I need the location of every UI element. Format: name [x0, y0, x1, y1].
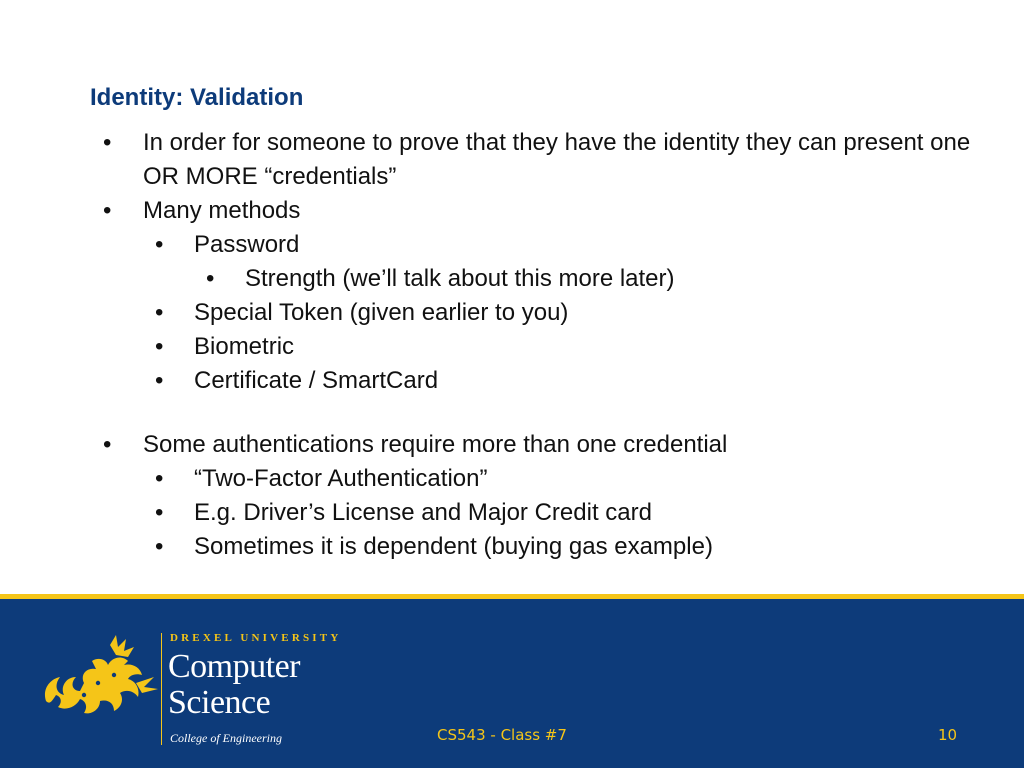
bullet-item	[0, 364, 1024, 398]
university-name: DREXEL UNIVERSITY	[170, 632, 342, 644]
bullet-dot: •	[155, 333, 164, 360]
bullet-item	[0, 462, 1024, 496]
bullet-item	[0, 194, 1024, 228]
slide-title: Identity: Validation	[90, 84, 304, 111]
bullet-dot: •	[155, 533, 164, 560]
bullet-text: Some authentications require more than one credential	[143, 431, 728, 458]
bullet-dot: •	[103, 129, 112, 156]
bullet-text: “Two-Factor Authentication”	[194, 465, 488, 492]
bullet-text: Password	[194, 231, 300, 258]
page-number: 10	[938, 726, 958, 744]
department-line: Science	[168, 684, 271, 721]
bullet-dot: •	[206, 265, 215, 292]
bullet-list	[0, 126, 1024, 564]
bullet-item	[0, 296, 1024, 330]
bullet-item	[0, 330, 1024, 364]
bullet-text: In order for someone to prove that they have the identity they can present one OR MORE “credentials”	[143, 129, 971, 190]
bullet-dot: •	[155, 499, 164, 526]
bullet-dot: •	[155, 465, 164, 492]
bullet-text: Strength (we’ll talk about this more later)	[245, 265, 675, 292]
bullet-dot: •	[155, 367, 164, 394]
bullet-text: E.g. Driver’s License and Major Credit card	[194, 499, 652, 526]
department-name	[168, 649, 300, 721]
bullet-text: Certificate / SmartCard	[194, 367, 439, 394]
bullet-dot: •	[103, 197, 112, 224]
bullet-dot: •	[155, 231, 164, 258]
bullet-text: Special Token (given earlier to you)	[194, 299, 569, 326]
course-label: CS543 - Class #7	[437, 726, 567, 744]
bullet-item	[0, 428, 1024, 462]
drexel-dragon-icon	[40, 631, 160, 716]
department-line: Computer	[168, 648, 300, 685]
bullet-item	[0, 530, 1024, 564]
bullet-dot: •	[155, 299, 164, 326]
logo-divider	[161, 633, 162, 745]
bullet-item	[0, 228, 1024, 262]
bullet-text: Biometric	[194, 333, 295, 360]
bullet-spacer	[0, 398, 1024, 428]
bullet-text: Many methods	[143, 197, 301, 224]
bullet-item	[0, 262, 1024, 296]
slide-footer	[0, 594, 1024, 768]
bullet-item	[0, 496, 1024, 530]
college-name: College of Engineering	[170, 731, 282, 745]
bullet-dot: •	[103, 431, 112, 458]
bullet-item	[0, 126, 1024, 194]
bullet-text: Sometimes it is dependent (buying gas example)	[194, 533, 713, 560]
